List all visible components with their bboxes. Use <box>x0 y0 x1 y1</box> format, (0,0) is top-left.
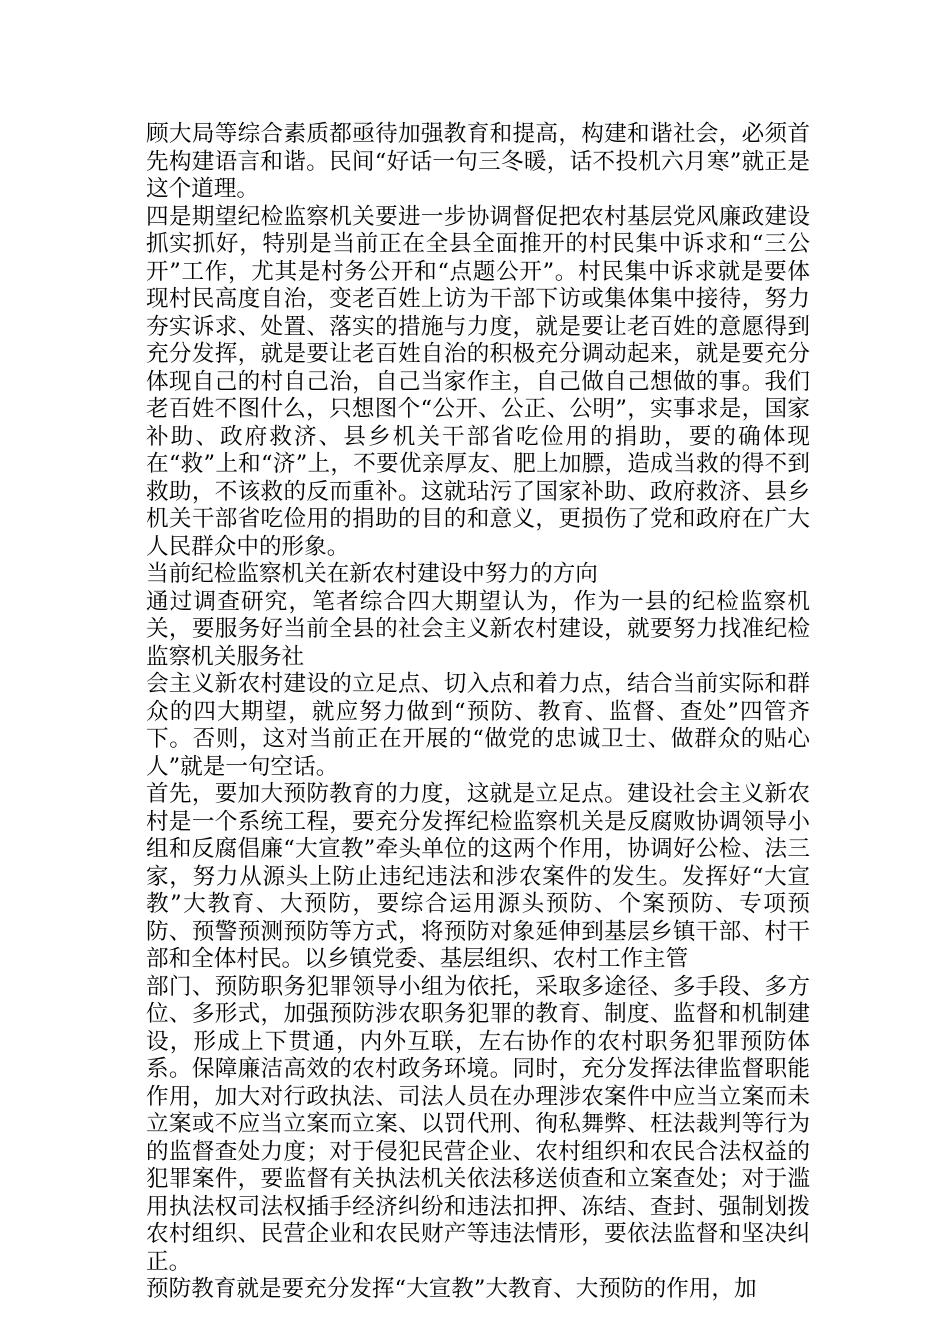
paragraph-6: 部门、预防职务犯罪领导小组为依托，采取多途径、多手段、多方位、多形式，加强预防涉农职务犯罪的教育、制度、监督和机制建设，形成上下贯通，内外互联，左右协作的农村职务犯罪预防体系。保障廉洁高效的农村政务环境。同时，充分发挥法律监督职能作用，加大对行政执法、司法人员在办理涉农案件中应当立案而未立案或不应当立案而立案、以罚代刑、徇私舞弊、枉法裁判等行为的监督查处力度；对于侵犯民营企业、农村组织和农民合法权益的犯罪案件，要监督有关执法机关依法移送侦查和立案查处；对于滥用执法权司法权插手经济纠纷和违法扣押、冻结、查封、强制划拨农村组织、民营企业和农民财产等违法情形，要依法监督和坚决纠正。 <box>146 973 810 1275</box>
paragraph-5: 首先，要加大预防教育的力度，这就是立足点。建设社会主义新农村是一个系统工程，要充分发挥纪检监察机关是反腐败协调领导小组和反腐倡廉“大宣教”牵头单位的这两个作用，协调好公检、法三家，努力从源头上防止违纪违法和涉农案件的发生。发挥好“大宣教”大教育、大预防，要综合运用源头预防、个案预防、专项预防、预警预测预防等方式，将预防对象延伸到基层乡镇干部、村干部和全体村民。以乡镇党委、基层组织、农村工作主管 <box>146 781 810 972</box>
paragraph-7: 预防教育就是要充分发挥“大宣教”大教育、大预防的作用，加 <box>146 1276 757 1302</box>
paragraph-2: 四是期望纪检监察机关要进一步协调督促把农村基层党风廉政建设抓实抓好，特别是当前正在全县全面推开的村民集中诉求和“三公开”工作，尤其是村务公开和“点题公开”。村民集中诉求就是要体现村民高度自治，变老百姓上访为干部下访或集体集中接待，努力夯实诉求、处置、落实的措施与力度，就是要让老百姓的意愿得到充分发挥，就是要让老百姓自治的积极充分调动起来，就是要充分体现自己的村自己治，自己当家作主，自己做自己想做的事。我们老百姓不图什么，只想图个“公开、公正、公明”，实事求是，国家补助、政府救济、县乡机关干部省吃俭用的捐助，要的确体现在“救”上和“济”上，不要优亲厚友、肥上加膘，造成当救的得不到救助，不该救的反而重补。这就玷污了国家补助、政府救济、县乡机关干部省吃俭用的捐助的目的和意义，更损伤了党和政府在广大人民群众中的形象。 <box>146 203 810 560</box>
paragraph-3: 通过调查研究，笔者综合四大期望认为，作为一县的纪检监察机关，要服务好当前全县的社会主义新农村建设，就要努力找准纪检监察机关服务社 <box>146 588 810 670</box>
document-body <box>146 121 810 1304</box>
paragraph-1: 顾大局等综合素质都亟待加强教育和提高，构建和谐社会，必须首先构建语言和谐。民间“好话一句三冬暖，话不投机六月寒”就正是这个道理。 <box>146 121 810 202</box>
paragraph-4: 会主义新农村建设的立足点、切入点和着力点，结合当前实际和群众的四大期望，就应努力做到“预防、教育、监督、查处”四管齐下。否则，这对当前正在开展的“做党的忠诚卫士、做群众的贴心人”就是一句空话。 <box>146 671 810 780</box>
section-heading: 当前纪检监察机关在新农村建设中努力的方向 <box>146 561 598 587</box>
